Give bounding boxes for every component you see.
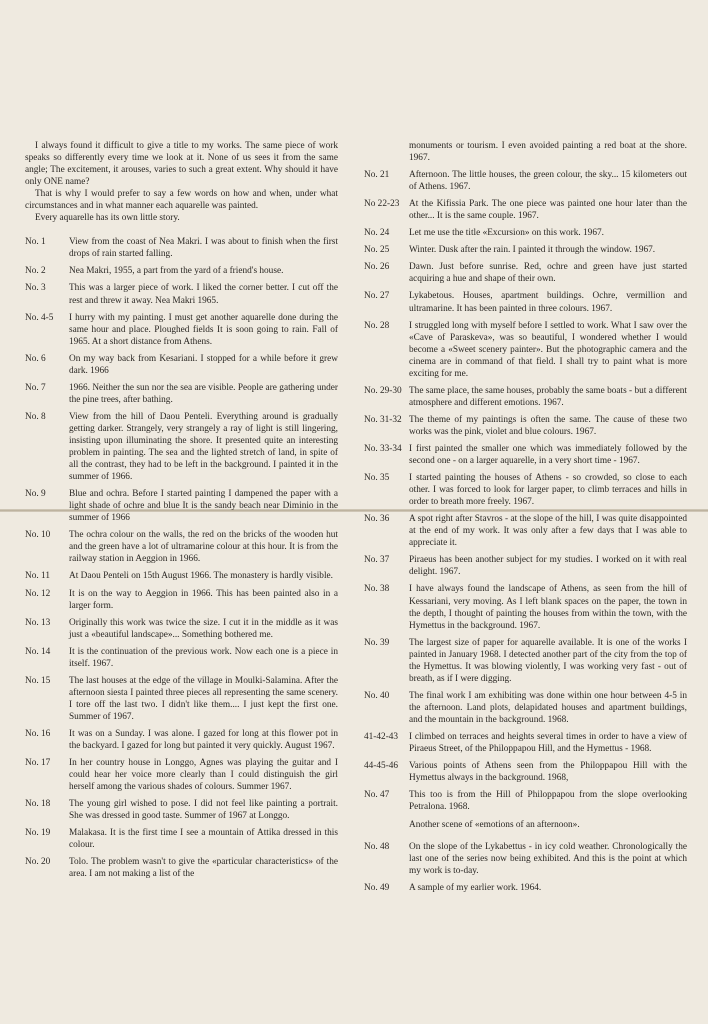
left-entry-list	[25, 236, 338, 880]
entry-number: No. 47	[364, 790, 390, 801]
entry-number: No. 15	[25, 675, 51, 686]
entry-number: No. 17	[25, 758, 51, 769]
entry-text: The last houses at the edge of the village in Moulki-Salamina. After the afternoon siesta I painted three pieces all representing the same scenery. I tore off the last two. I didn't like them.... I just kept the first one. Summer of 1967.	[69, 675, 338, 722]
continuation-text: monuments or tourism. I even avoided painting a red boat at the shore. 1967.	[409, 141, 687, 164]
entry-number: No. 10	[25, 530, 51, 541]
entry-item	[364, 472, 687, 508]
entry-text: Lykabetous. Houses, apartment buildings. Ochre, vermillion and ultramarine. It has been painted in three colours. 1967.	[409, 291, 687, 314]
entry-item	[25, 827, 338, 851]
entry-text: I have always found the landscape of Athens, as seen from the hill of Kessariani, very moving. As I left blank spaces on the paper, the town in the depth, I thought of painting the houses from within the town, with the Hymettus in the background. 1967.	[409, 584, 687, 631]
entry-number: No. 3	[25, 283, 46, 294]
entry-item	[364, 882, 687, 894]
entry-text: It is the continuation of the previous work. Now each one is a piece in itself. 1967.	[69, 646, 338, 669]
entry-text: The same place, the same houses, probably the same boats - but a different atmosphere and different emotions. 1967.	[409, 385, 687, 408]
entry-item	[25, 757, 338, 793]
entry-number: No. 6	[25, 353, 46, 364]
entry-item	[364, 554, 687, 578]
intro-paragraph: I always found it difficult to give a title to my works. The same piece of work speaks so differently every time we look at it. None of us sees it from the same angle; The excitement, it arouses, varies to such a great extent. Why should it have only ONE name?	[25, 141, 338, 188]
entry-item	[364, 290, 687, 314]
entry-text: 1966. Neither the sun nor the sea are visible. People are gathering under the pine trees, after bathing.	[69, 382, 338, 405]
intro-paragraph: That is why I would prefer to say a few words on how and when, under what circumstances and in what manner each aquarelle was painted.	[25, 189, 338, 212]
right-column	[364, 140, 687, 899]
entry-text: On my way back from Kesariani. I stopped for a while before it grew dark. 1966	[69, 353, 338, 376]
entry-text: Malakasa. It is the first time I see a mountain of Attika dressed in this colour.	[69, 828, 338, 851]
left-column	[25, 140, 338, 885]
entry-text: The largest size of paper for aquarelle available. It is one of the works I painted in January 1968. I detected another part of the city from the top of the Hymettus. It was blowing violently, I was working very fast - out of breath, as if I were digging.	[409, 637, 687, 684]
entry-number: No. 40	[364, 690, 390, 701]
entry-item	[364, 760, 687, 784]
entry-text: This too is from the Hill of Philoppapou from the slope overlooking Petralona. 1968.	[409, 790, 687, 813]
entry-text: The final work I am exhibiting was done within one hour between 4-5 in the afternoon. Land plots, delapidated houses and apartment buildings, and the mountain in the background. 1968.	[409, 690, 687, 725]
entry-text: It was on a Sunday. I was alone. I gazed for long at this flower pot in the backyard. I gazed for long but painted it very quickly. August 1967.	[69, 728, 338, 752]
entry-text: I started painting the houses of Athens - so crowded, so close to each other. I was forced to look for larger paper, to climb terraces and hills in order to breath more freely. 1967.	[409, 473, 687, 508]
entry-number: No. 4-5	[25, 312, 54, 323]
entry-item	[364, 227, 687, 239]
entry-item	[364, 690, 687, 726]
entry-text: Tolo. The problem wasn't to give the «particular characteristics» of the area. I am not making a list of the	[69, 857, 338, 880]
entry-number: No. 49	[364, 883, 390, 894]
entry-number: No. 16	[25, 728, 51, 739]
entry-text: Afternoon. The little houses, the green colour, the sky... 15 kilometers out of Athens. 1967.	[409, 170, 687, 193]
entry-text: A sample of my earlier work. 1964.	[409, 883, 542, 894]
entry-item	[25, 588, 338, 612]
entry-number: No. 21	[364, 170, 390, 181]
section-note: Another scene of «emotions of an afternoon».	[409, 820, 580, 831]
entry-number: 44-45-46	[364, 761, 399, 772]
entry-item	[364, 513, 687, 549]
entry-text: It is on the way to Aeggion in 1966. This has been painted also in a larger form.	[69, 588, 338, 611]
entry-number: No. 20	[25, 857, 51, 868]
entry-item	[25, 236, 338, 260]
entry-item	[25, 312, 338, 348]
entry-text: A spot right after Stavros - at the slope of the hill, I was quite disappointed at the end of my work. It was only after a few days that I was able to appreciate it.	[409, 514, 687, 549]
entry-text: I first painted the smaller one which was immediately followed by the second one - on a larger aquarelle, in a very short time - 1967.	[409, 443, 687, 467]
entry-text: At the Kifissia Park. The one piece was painted one hour later than the other... It is the same couple. 1967.	[409, 199, 687, 222]
entry-item	[25, 529, 338, 565]
entry-number: No. 9	[25, 489, 46, 500]
entry-item	[25, 570, 338, 582]
entry-number: No. 48	[364, 842, 390, 853]
entry-item	[364, 443, 687, 467]
entry-text: View from the hill of Daou Penteli. Everything around is gradually getting darker. Strangely, very strangely a ray of light is still lingering, insisting upon illuminating the shore. It presented quite an interesting problem in painting. The sea and the lighted stretch of land, in spite of all the contrast, they had to be left in the background. I painted it in the summer of 1966.	[69, 411, 338, 483]
entry-text: On the slope of the Lykabettus - in icy cold weather. Chronologically the last one of the series now being exhibited. And this is the point at which my work is to-day.	[409, 842, 687, 877]
entry-text: Dawn. Just before sunrise. Red, ochre and green have just started acquiring a hue and shape of their own.	[409, 262, 687, 285]
entry-text: In her country house in Longgo, Agnes was playing the guitar and I could hear her voice more clearly than I could distinguish the girl herself among the various shades of colours. Summer 1967.	[69, 758, 338, 793]
entry-text: I hurry with my painting. I must get another aquarelle done during the same hour and place. Ploughed fields It is soon going to rain. Fall of 1965. At a short distance from Athens.	[69, 312, 338, 347]
entry-number: No. 29-30	[364, 385, 402, 396]
entry-item	[364, 244, 687, 256]
entry-text: I struggled long with myself before I settled to work. What I saw over the «Cave of Paraskeva», was so beautiful, I wondered whether I would become a «Sweet scenery painter». But the photographic camera and the cinema are in command of that field. I shall try to paint what is more exciting for me.	[409, 320, 687, 379]
entry-item	[25, 646, 338, 670]
entry-item	[364, 169, 687, 193]
entry-number: No. 8	[25, 411, 46, 422]
entry-item	[25, 282, 338, 306]
entry-text: View from the coast of Nea Makri. I was about to finish when the first drops of rain started falling.	[69, 237, 338, 260]
entry-item	[25, 617, 338, 641]
entry-number: No. 28	[364, 320, 390, 331]
entry-item	[25, 728, 338, 752]
entry-item	[364, 583, 687, 631]
entry-number: No. 33-34	[364, 443, 402, 454]
entry-item	[364, 841, 687, 877]
entry-number: No. 27	[364, 291, 390, 302]
entry-item	[25, 411, 338, 483]
entry-number: 41-42-43	[364, 731, 399, 742]
entry-number: No. 25	[364, 245, 390, 256]
entry-item	[25, 798, 338, 822]
entry-text: The young girl wished to pose. I did not feel like painting a portrait. She was dressed in good taste. Summer of 1967 at Longgo.	[69, 799, 338, 822]
entry-item	[364, 637, 687, 685]
entry-number: No. 14	[25, 646, 51, 657]
entry-text: The theme of my paintings is often the same. The cause of these two works was the pink, violet and blue colours. 1967.	[409, 414, 687, 437]
entry-text: Piraeus has been another subject for my studies. I worked on it with real delight. 1967.	[409, 555, 687, 578]
entry-item	[364, 320, 687, 380]
entry-text: This was a larger piece of work. I liked the corner better. I cut off the rest and threw it away. Nea Makri 1965.	[69, 283, 338, 306]
entry-number: No. 12	[25, 588, 51, 599]
entry-number: No 22-23	[364, 199, 400, 210]
entry-item	[364, 414, 687, 438]
entry-number: No. 38	[364, 584, 390, 595]
entry-number: No. 1	[25, 237, 46, 248]
entry-number: No. 26	[364, 262, 390, 273]
entry-text: I climbed on terraces and heights several times in order to have a view of Piraeus Street, of the Philoppapou Hill, and the Hymettus - 1968.	[409, 731, 687, 755]
intro-paragraph: Every aquarelle has its own little story.	[35, 213, 180, 224]
entry-text: Nea Makri, 1955, a part from the yard of a friend's house.	[69, 266, 284, 277]
entry-item	[364, 261, 687, 285]
entry-number: No. 39	[364, 637, 390, 648]
entry-number: No. 24	[364, 228, 390, 239]
entry-text: At Daou Penteli on 15th August 1966. The monastery is hardly visible.	[69, 571, 333, 582]
entry-text: Various points of Athens seen from the Philoppapou Hill with the Hymettus always in the background. 1968,	[409, 761, 687, 784]
entry-text: Winter. Dusk after the rain. I painted it through the window. 1967.	[409, 245, 656, 256]
right-entry-list	[364, 169, 687, 813]
entry-item	[364, 385, 687, 409]
entry-number: No. 19	[25, 828, 51, 839]
entry-item	[25, 353, 338, 377]
entry-item	[25, 856, 338, 880]
entry-item	[25, 488, 338, 524]
right-entry-list-final	[364, 841, 687, 894]
entry-item	[364, 198, 687, 222]
entry-number: No. 11	[25, 571, 50, 582]
entry-text: The ochra colour on the walls, the red on the bricks of the wooden hut and the green have a lot of ultramarine colour at this hour. It is from the railway station in Aeggion in 1966.	[69, 530, 338, 565]
entry-number: No. 37	[364, 555, 390, 566]
entry-number: No. 7	[25, 382, 46, 393]
entry-number: No. 35	[364, 473, 390, 484]
introduction	[25, 140, 338, 224]
entry-item	[25, 382, 338, 406]
entry-number: No. 13	[25, 617, 51, 628]
entry-item	[364, 789, 687, 813]
entry-number: No. 36	[364, 514, 390, 525]
entry-number: No. 2	[25, 266, 46, 277]
entry-item	[364, 731, 687, 755]
entry-text: Blue and ochra. Before I started painting I dampened the paper with a light shade of ochre and blue It is the sandy beach near Diminio in the summer of 1966	[69, 489, 338, 524]
entry-text: Let me use the title «Excursion» on this work. 1967.	[409, 228, 604, 239]
entry-text: Originally this work was twice the size. I cut it in the middle as it was just a «beautiful landscape»... Something bothered me.	[69, 617, 338, 640]
entry-number: No. 31-32	[364, 414, 402, 425]
entry-number: No. 18	[25, 799, 51, 810]
entry-item	[25, 265, 338, 277]
entry-item	[25, 675, 338, 723]
